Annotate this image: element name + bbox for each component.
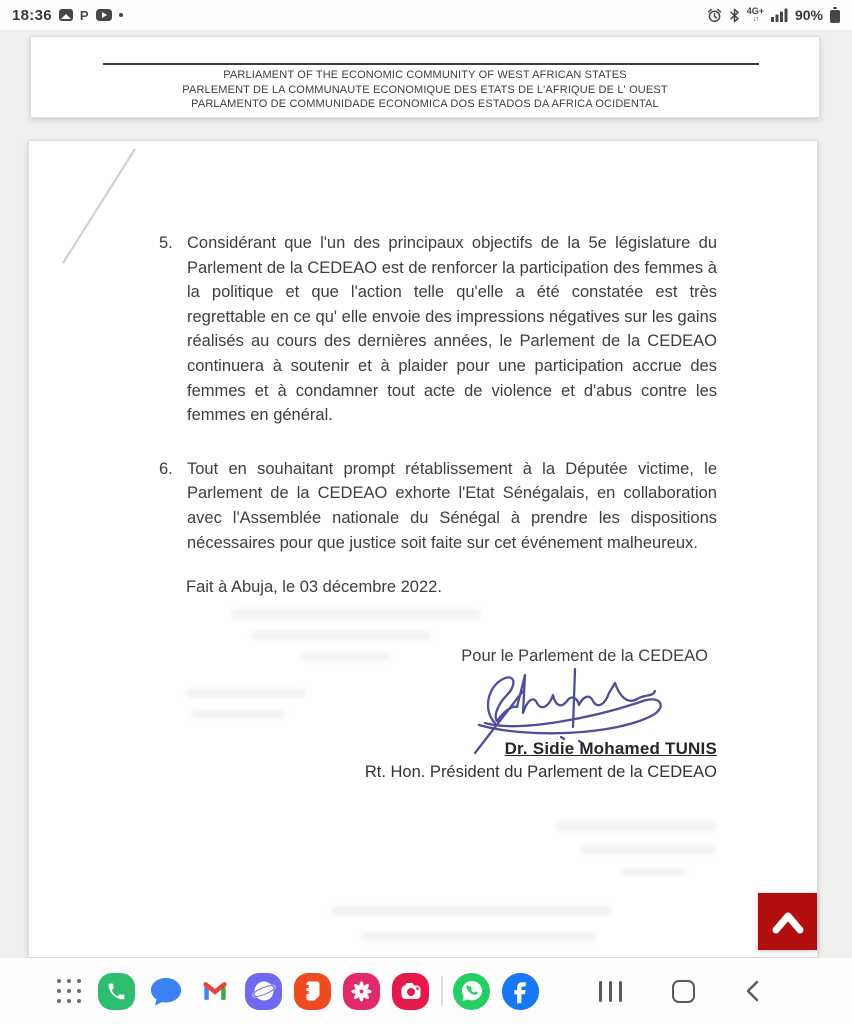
bleed-through-text (556, 821, 716, 831)
gmail-app-icon[interactable] (196, 973, 233, 1010)
gallery-notification-icon (59, 9, 73, 21)
letterhead-text (31, 68, 819, 112)
taskbar (0, 958, 852, 1024)
bleed-through-text (186, 689, 306, 698)
battery-percent-label: 90% (794, 7, 823, 23)
bleed-through-text (301, 653, 391, 661)
paragraph-text: Considérant que l'un des principaux objectifs de la 5e législature du Parlement de la CEDEAO est de renforcer la participation des femmes à la politique et que l'action telle qu'elle a été constatée est très regrettable en ce qu' elle envoie des impressions négatives sur les gains réalisés au cours des dernières années, le Parlement de la CEDEAO continuera à soutenir et à plaider pour une participation accrue des femmes et à condamner tout acte de violence et d'abus contre les femmes en général. (187, 234, 717, 425)
bleed-through-text (361, 932, 596, 941)
document-viewer[interactable] (0, 30, 852, 958)
apps-grid-button[interactable] (54, 976, 84, 1006)
bleed-through-text (231, 609, 481, 619)
paragraph-6 (159, 457, 717, 555)
letterhead-line-pt: PARLAMENTO DE COMMUNIDADE ECONOMICA DOS ESTADOS DA AFRICA OCIDENTAL (191, 98, 659, 110)
p-app-notification-icon: P (79, 7, 89, 23)
scroll-to-top-button[interactable] (758, 893, 817, 950)
letterhead-line-en: PARLIAMENT OF THE ECONOMIC COMMUNITY OF WEST AFRICAN STATES (223, 69, 627, 81)
gallery-app-icon[interactable] (343, 973, 380, 1010)
status-bar (0, 0, 852, 30)
bleed-through-text (191, 710, 286, 718)
signature-for-line: Pour le Parlement de la CEDEAO (461, 647, 708, 665)
phone-app-icon[interactable] (98, 973, 135, 1010)
alarm-icon (707, 8, 722, 23)
bleed-through-text (581, 845, 716, 854)
paragraph-number: 5. (159, 234, 173, 252)
document-page-1-footer (30, 36, 820, 118)
more-notifications-dot-icon (119, 13, 123, 17)
samsung-internet-app-icon[interactable] (245, 973, 282, 1010)
recents-button[interactable] (599, 981, 622, 1002)
clock-time: 18:36 (12, 6, 52, 24)
chevron-up-icon (769, 909, 807, 935)
letterhead-rule (103, 63, 759, 65)
signatory-title: Rt. Hon. Président du Parlement de la CEDEAO (364, 763, 717, 781)
whatsapp-app-icon[interactable] (453, 973, 490, 1010)
signatory-name: Dr. Sidie Mohamed TUNIS (504, 739, 717, 758)
navigation-keys (599, 980, 759, 1003)
paragraph-number: 6. (159, 459, 173, 478)
taskbar-divider (441, 976, 443, 1006)
youtube-notification-icon (96, 9, 112, 21)
notes-app-icon[interactable] (294, 973, 331, 1010)
battery-icon (830, 7, 840, 23)
back-button[interactable] (745, 980, 759, 1002)
paragraph-text: Tout en souhaitant prompt rétablissement à la Députée victime, le Parlement de la CEDEAO exhorte l'Etat Sénégalais, en collaboration avec l'Assemblée nationale du Sénégal à prendre les dispositions nécessaires pour que justice soit faite sur cet événement malheureux. (187, 459, 717, 552)
facebook-app-icon[interactable] (502, 973, 539, 1010)
date-place-line: Fait à Abuja, le 03 décembre 2022. (186, 578, 442, 596)
document-page-2 (28, 140, 818, 958)
bleed-through-text (621, 868, 686, 876)
network-type-icon: 4G+ ↓↑ (746, 6, 764, 23)
bleed-through-text (331, 906, 611, 916)
signal-bars-icon (771, 8, 788, 22)
page-crease-mark (29, 141, 159, 281)
bleed-through-text (251, 631, 431, 640)
paragraph-5 (159, 231, 717, 428)
messages-app-icon[interactable] (147, 973, 184, 1010)
home-button[interactable] (672, 980, 695, 1003)
camera-app-icon[interactable] (392, 973, 429, 1010)
document-body (159, 231, 717, 584)
bluetooth-icon (729, 8, 740, 23)
letterhead-line-fr: PARLEMENT DE LA COMMUNAUTE ECONOMIQUE DES ETATS DE L'AFRIQUE DE L' OUEST (182, 83, 668, 96)
